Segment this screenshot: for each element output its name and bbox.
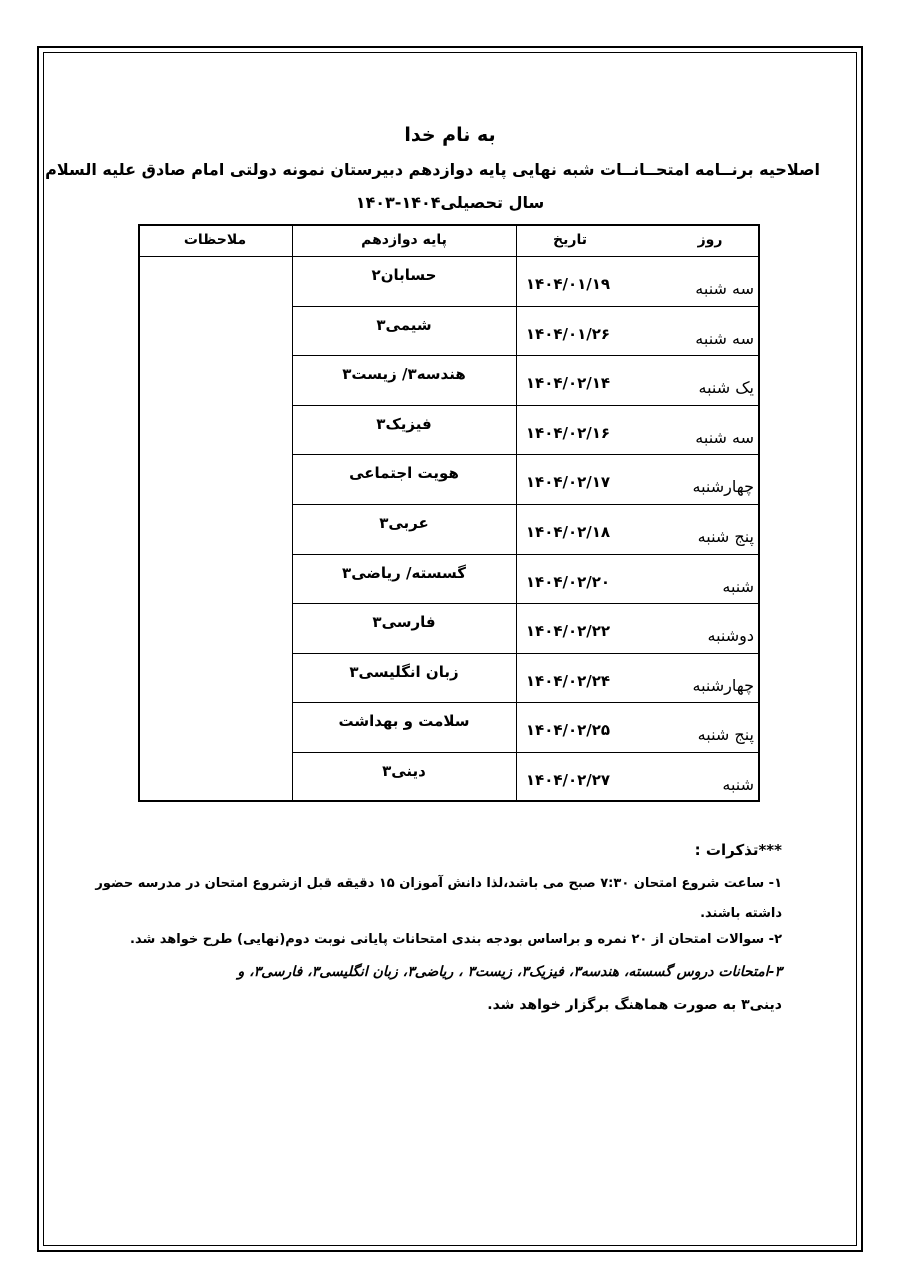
subject-cell: سلامت و بهداشت xyxy=(338,712,470,731)
day-cell: پنج شنبه xyxy=(697,527,754,546)
date-cell: ۱۴۰۴/۰۲/۱۸ xyxy=(525,523,611,541)
row-divider xyxy=(292,454,760,455)
day-cell: سه شنبه xyxy=(695,427,754,447)
day-cell: چهارشنبه xyxy=(692,477,754,497)
row-divider xyxy=(292,504,760,505)
date-cell: ۱۴۰۴/۰۲/۲۷ xyxy=(525,771,611,789)
subject-cell: حسابان۲ xyxy=(371,266,437,284)
subject-cell: فیزیک۳ xyxy=(376,414,432,433)
row-divider xyxy=(292,355,760,356)
notes-heading: ***تذکرات : xyxy=(694,841,782,859)
day-cell: شنبه xyxy=(722,775,754,794)
row-divider xyxy=(292,554,760,555)
bismillah-heading: به نام خدا xyxy=(404,124,496,146)
academic-year: سال تحصیلی۱۴۰۴-۱۴۰۳ xyxy=(355,193,545,212)
subject-cell: هندسه۳/ زیست۳ xyxy=(342,365,466,384)
subject-cell: فارسی۳ xyxy=(372,613,436,632)
subject-cell: گسسته/ ریاضی۳ xyxy=(342,563,466,582)
date-cell: ۱۴۰۴/۰۲/۲۴ xyxy=(525,671,611,690)
subject-cell: زبان انگلیسی۳ xyxy=(349,662,459,681)
note-item-3: ۳-امتحانات دروس گسسته، هندسه۳، فیزیک۳، زیست۳ ، ریاضی۳، زبان انگلیسی۳، فارسی۳، و xyxy=(237,964,782,980)
day-cell: سه شنبه xyxy=(695,328,754,348)
day-cell: یک شنبه xyxy=(698,378,754,398)
day-cell: چهارشنبه xyxy=(692,675,754,695)
row-divider xyxy=(292,752,760,753)
row-divider xyxy=(292,702,760,703)
subject-cell: شیمی۳ xyxy=(376,315,432,334)
day-cell: دوشنبه xyxy=(707,626,754,646)
note-item-1: ۱- ساعت شروع امتحان ۷:۳۰ صبح می باشد،لذا دانش آموزان ۱۵ دقیقه قبل ازشروع امتحان در مدرسه حضور xyxy=(95,876,782,891)
header-divider xyxy=(138,256,760,257)
note-item-1-continued: داشته باشند. xyxy=(700,906,782,921)
date-cell: ۱۴۰۴/۰۲/۱۷ xyxy=(525,473,611,492)
row-divider xyxy=(292,306,760,307)
day-cell: پنج شنبه xyxy=(697,725,754,745)
date-cell: ۱۴۰۴/۰۱/۱۹ xyxy=(525,275,611,293)
subject-cell: هویت اجتماعی xyxy=(349,464,459,483)
column-header-subject: پایه دوازدهم xyxy=(361,232,447,248)
day-cell: شنبه xyxy=(722,576,754,596)
date-cell: ۱۴۰۴/۰۲/۲۲ xyxy=(525,622,611,641)
column-divider xyxy=(516,224,517,802)
column-header-notes: ملاحظات xyxy=(183,232,247,248)
row-divider xyxy=(292,653,760,654)
date-cell: ۱۴۰۴/۰۲/۲۵ xyxy=(525,721,611,740)
subject-cell: دینی۳ xyxy=(382,762,426,780)
row-divider xyxy=(292,603,760,604)
date-cell: ۱۴۰۴/۰۲/۱۶ xyxy=(525,423,611,442)
column-header-day: روز xyxy=(697,232,723,248)
note-item-3-continued: دینی۳ به صورت هماهنگ برگزار خواهد شد. xyxy=(487,997,782,1013)
subject-cell: عربی۳ xyxy=(379,514,429,532)
day-cell: سه شنبه xyxy=(695,279,754,298)
note-item-2: ۲- سوالات امتحان از ۲۰ نمره و براساس بودجه بندی امتحانات پایانی نوبت دوم(نهایی) طرح خواهد شد. xyxy=(130,932,782,947)
column-divider xyxy=(292,224,293,802)
date-cell: ۱۴۰۴/۰۲/۲۰ xyxy=(525,572,611,591)
document-title: اصلاحیه برنــامه امتحــانــات شبه نهایی پایه دوازدهم دبیرستان نمونه دولتی امام صادق علیه السلام xyxy=(45,160,820,179)
column-header-date: تاریخ xyxy=(553,232,587,248)
date-cell: ۱۴۰۴/۰۲/۱۴ xyxy=(525,374,611,393)
row-divider xyxy=(292,405,760,406)
date-cell: ۱۴۰۴/۰۱/۲۶ xyxy=(525,324,611,343)
